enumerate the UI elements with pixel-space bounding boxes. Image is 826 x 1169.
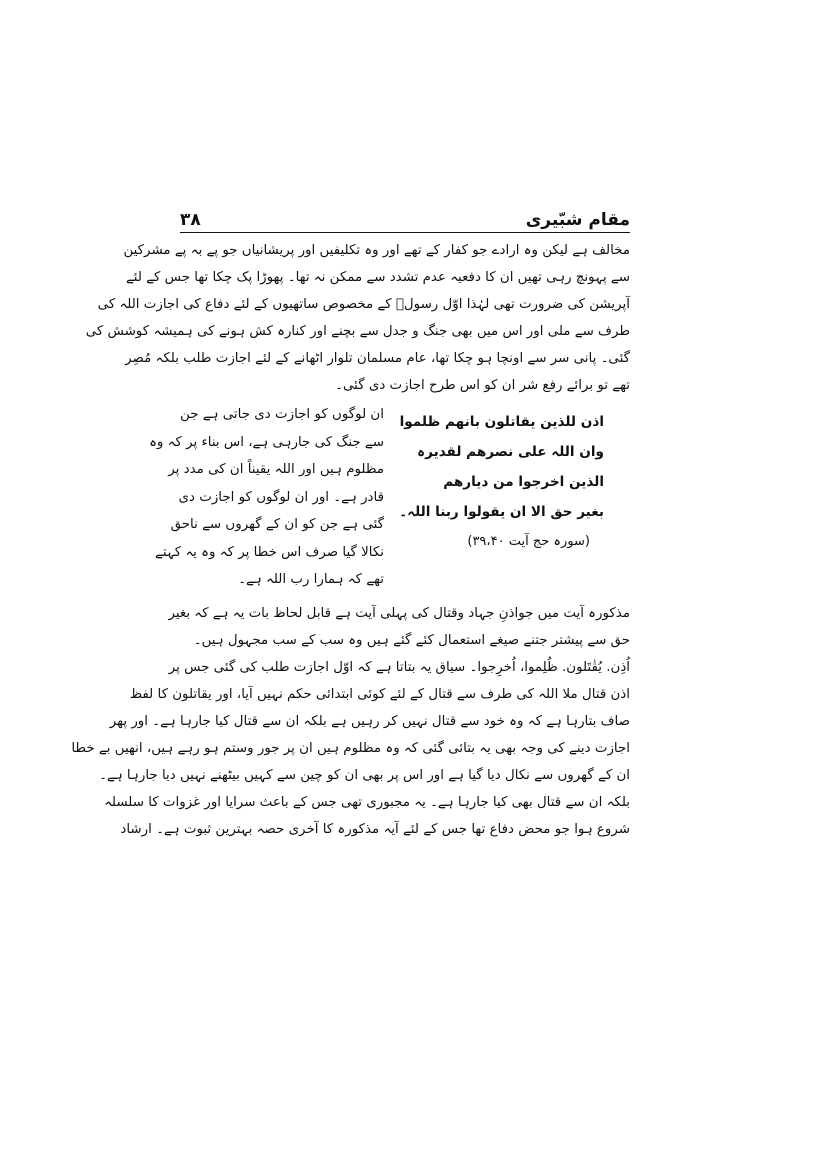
text-line: سے پہونچ رہی تھیں ان کا دفعیہ عدم تشدد سے ممکن نہ تھا۔ پھوڑا پک چکا تھا جس کے لئے (125, 270, 630, 285)
translation-line: مظلوم ہیں اور اللہ یقیناً ان کی مدد پر (168, 462, 384, 477)
verse-block (149, 401, 630, 594)
intro-paragraph (85, 237, 630, 399)
text-line: ان کے گھروں سے نکال دیا گیا ہے اور اس پر بھی ان کو چین سے کہیں بیٹھنے نہیں دیا جارہا ہے۔ (99, 767, 630, 783)
verse-translation (149, 401, 384, 594)
text-line: تھے تو برائے رفع شر ان کو اس طرح اجازت دی گئی۔ (335, 378, 630, 393)
text-line: مذکورہ آیت میں جواذنِ جہاد وقتال کی پہلی آیت ہے قابل لحاظ بات یہ ہے کہ بغیر (168, 605, 630, 621)
text-line: شروع ہوا جو محض دفاع تھا جس کے لئے آیہ مذکورہ کا آخری حصہ بہترین ثبوت ہے۔ ارشاد (120, 821, 630, 837)
translation-line: تھے کہ ہمارا رب اللہ ہے۔ (238, 572, 384, 587)
verse-line: الذین اخرجوا من دیارھم (443, 474, 604, 490)
verse-line: بغیر حق الا ان یقولوا ربنا اللہ۔ (399, 504, 604, 520)
text-line: گئی۔ پانی سر سے اونچا ہو چکا تھا، عام مسلمان تلوار اٹھانے کے لئے اجازت طلب بلکہ مُصِر (125, 351, 630, 366)
text-line: اجازت دینے کی وجہ بھی یہ بتائی گئی کہ وہ مظلوم ہیں ان پر جور وستم ہو رہے ہیں، انھیں بے خطا (71, 740, 630, 756)
header-rule (180, 232, 630, 233)
verse-arabic (384, 401, 630, 594)
text-line: طرف سے ملی اور اس میں بھی جنگ و جدل سے بچنے اور کنارہ کش ہونے کی ہمیشہ کوشش کی (85, 324, 630, 339)
translation-line: سے جنگ کی جارہی ہے، اس بناء پر کہ وہ (149, 434, 384, 450)
text-line: بلکہ ان سے قتال بھی کیا جارہا ہے۔ یہ مجبوری تھی جس کے باعث سرایا اور غزوات کا سلسلہ (104, 794, 630, 810)
text-line: حق سے پیشتر جتنے صیغے استعمال کئے گئے ہیں وہ سب کے سب مجہول ہیں۔ (193, 632, 630, 648)
verse-reference: (سورہ حج آیت ۳۹،۴۰) (467, 534, 590, 549)
text-line: اُذِن. یُقٰتَلون. ظُلِموا، اُخرِجوا۔ سیاق یہ بتاتا ہے کہ اوّل اجازت طلب کی گئی جس پر (168, 659, 630, 675)
page-number: ۳۸ (180, 210, 201, 230)
verse-line: اذن للذین یقاتلون بانھم ظلموا (399, 414, 604, 430)
book-title: مقام شبّیری (525, 210, 630, 230)
text-line: اذن قتال ملا اللہ کی طرف سے قتال کے لئے کوئی ابتدائی حکم نہیں آیا، اور یقاتلون کا لفظ (129, 686, 630, 702)
page-header (180, 196, 630, 230)
text-line: آپریشن کی ضرورت تھی لہٰذا اوّل رسولؐ کے مخصوص ساتھیوں کے لئے دفاع کی اجازت اللہ کی (97, 297, 630, 312)
translation-line: گئی ہے جن کو ان کے گھروں سے ناحق (170, 517, 384, 532)
verse-line: وان اللہ علی نصرھم لقدیرہ (417, 444, 604, 460)
translation-line: نکالا گیا صرف اس خطا پر کہ وہ یہ کہتے (154, 544, 384, 560)
translation-line: قادر ہے۔ اور ان لوگوں کو اجازت دی (178, 489, 384, 505)
text-line: صاف بتارہا ہے کہ وہ خود سے قتال نہیں کر رہیں ہے بلکہ ان سے قتال کیا جارہا ہے۔ اور پھر (109, 713, 630, 729)
translation-line: ان لوگوں کو اجازت دی جاتی ہے جن (180, 407, 384, 422)
book-page (71, 196, 630, 843)
commentary-paragraph (71, 600, 630, 843)
text-line: مخالف ہے لیکن وہ ارادے جو کفار کے تھے اور وہ تکلیفیں اور پریشانیاں جو پے بہ پے مشرکین (123, 243, 630, 258)
